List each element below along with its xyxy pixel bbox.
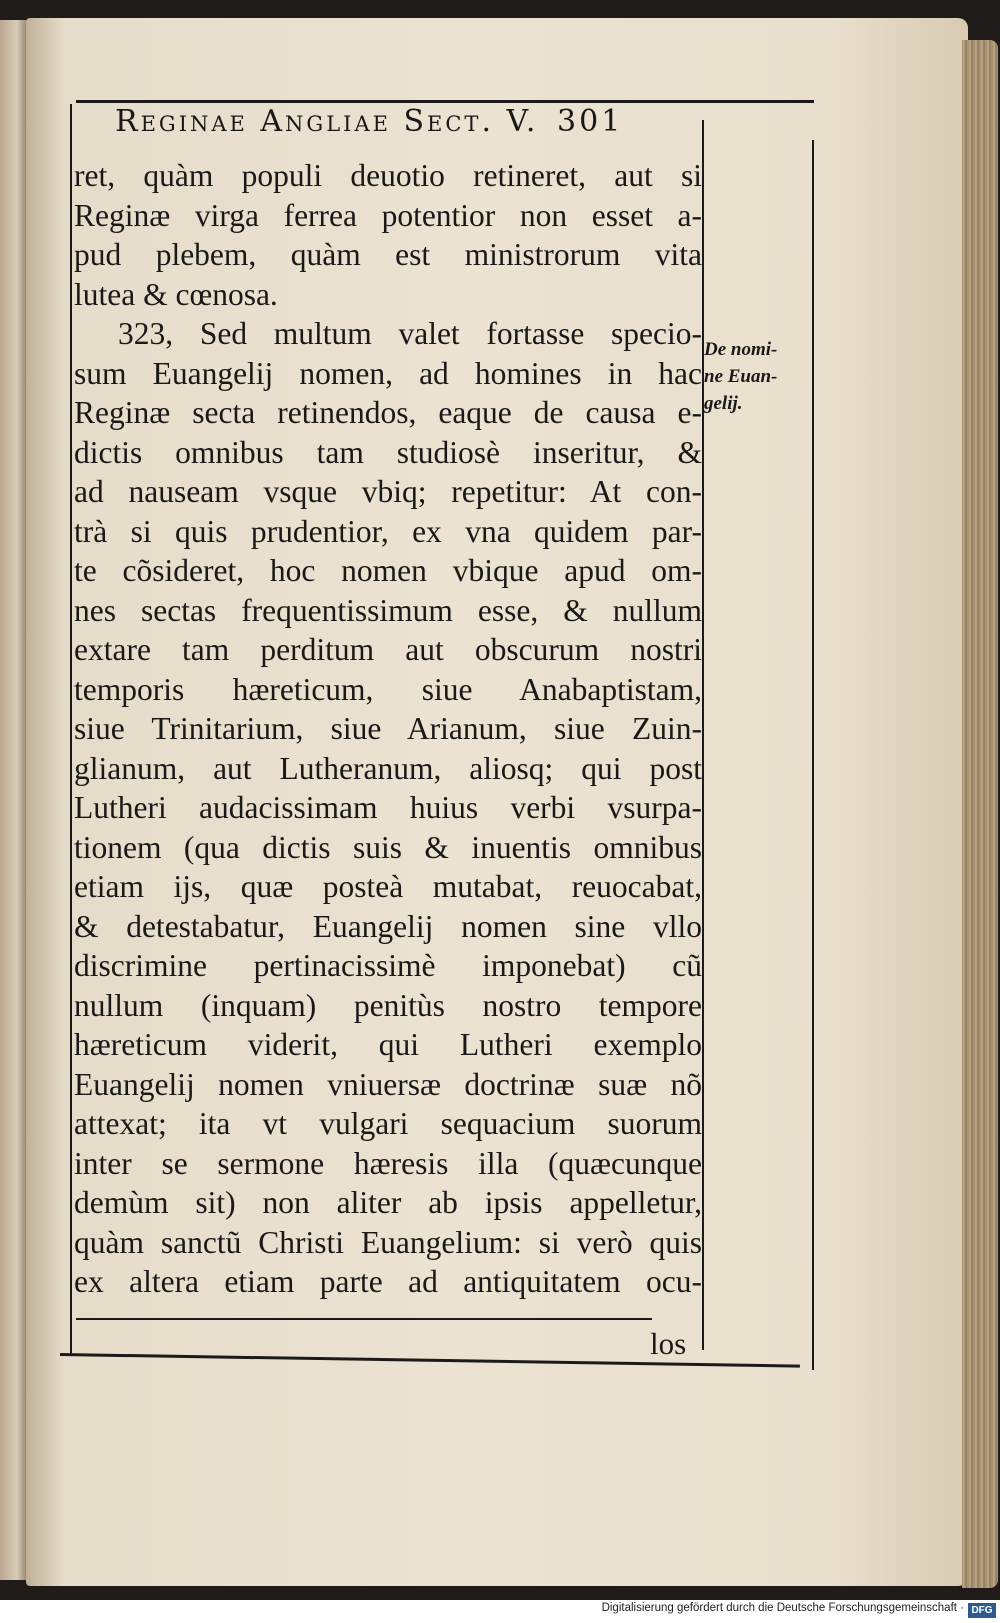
page-number: 301 [557, 104, 624, 139]
body-text [74, 156, 702, 1302]
text-line: Lutheri audacissimam huius verbi vsurpa- [74, 790, 702, 825]
text-line: siue Trinitarium, siue Arianum, siue Zuin- [74, 711, 702, 746]
digitization-footer [0, 1600, 1000, 1623]
facing-page-edge [0, 20, 28, 1580]
text-line: nes sectas frequentissimum esse, & nullum [74, 592, 702, 628]
text-line: temporis hæreticum, siue Anabaptistam, [74, 671, 702, 707]
paragraph-start-line: 323, Sed multum valet fortasse specio- [118, 316, 702, 351]
marginal-note [704, 336, 814, 417]
text-line: nullum (inquam) penitùs nostro tempore [74, 987, 702, 1023]
catchword: los [650, 1326, 687, 1361]
text-line: attexat; ita vt vulgari sequacium suorum [74, 1106, 702, 1141]
text-line: tionem (qua dictis suis & inuentis omnibus [74, 829, 702, 865]
text-line: Euangelij nomen vniuersæ doctrinæ suæ nõ [74, 1066, 702, 1102]
text-line: etiam ijs, quæ posteà mutabat, reuocabat, [74, 869, 702, 904]
marginal-note-line: gelij. [704, 393, 743, 414]
text-line: inter se sermone hæresis illa (quæcunque [74, 1145, 702, 1181]
text-line: Reginæ secta retinendos, eaque de causa e- [74, 395, 702, 430]
top-rule [76, 100, 814, 103]
text-line: Reginæ virga ferrea potentior non esset a- [74, 197, 702, 233]
running-header [115, 104, 715, 148]
text-line: hæreticum viderit, qui Lutheri exemplo [74, 1027, 702, 1062]
text-line: ret, quàm populi deuotio retineret, aut si [74, 158, 702, 193]
inner-right-rule [702, 120, 704, 1350]
text-line: trà si quis prudentior, ex vna quidem par- [74, 513, 702, 549]
text-line: & detestabatur, Euangelij nomen sine vllo [74, 908, 702, 944]
dfg-logo: DFG [968, 1603, 996, 1618]
text-line: quàm sanctũ Christi Euangelium: si verò quis [74, 1224, 702, 1260]
marginal-note-line: ne Euan- [704, 366, 778, 387]
text-line: te cõsideret, hoc nomen vbique apud om- [74, 553, 702, 588]
text-line: ex altera etiam parte ad antiquitatem ocu- [74, 1264, 702, 1299]
page-block-edge [962, 40, 998, 1588]
lower-rule-short [76, 1318, 652, 1320]
marginal-note-line: De nomi- [704, 339, 778, 360]
margin-right-rule [812, 140, 814, 1370]
text-line: extare tam perditum aut obscurum nostri [74, 632, 702, 667]
running-title: Reginae Angliae Sect. V. [115, 104, 539, 139]
text-line: pud plebem, quàm est ministrorum vita [74, 237, 702, 272]
text-line: demùm sit) non aliter ab ipsis appelletur, [74, 1185, 702, 1220]
text-line: dictis omnibus tam studiosè inseritur, & [74, 434, 702, 470]
funding-credit: Digitalisierung gefördert durch die Deutsche Forschungsgemeinschaft · [601, 1602, 964, 1614]
text-line: lutea & cœnosa. [74, 276, 278, 312]
text-line: sum Euangelij nomen, ad homines in hac [74, 355, 702, 391]
text-line: ad nauseam vsque vbiq; repetitur: At con- [74, 474, 702, 509]
left-frame-rule [70, 104, 72, 1354]
text-line: discrimine pertinacissimè imponebat) cũ [74, 948, 702, 983]
text-line: glianum, aut Lutheranum, aliosq; qui post [74, 750, 702, 786]
